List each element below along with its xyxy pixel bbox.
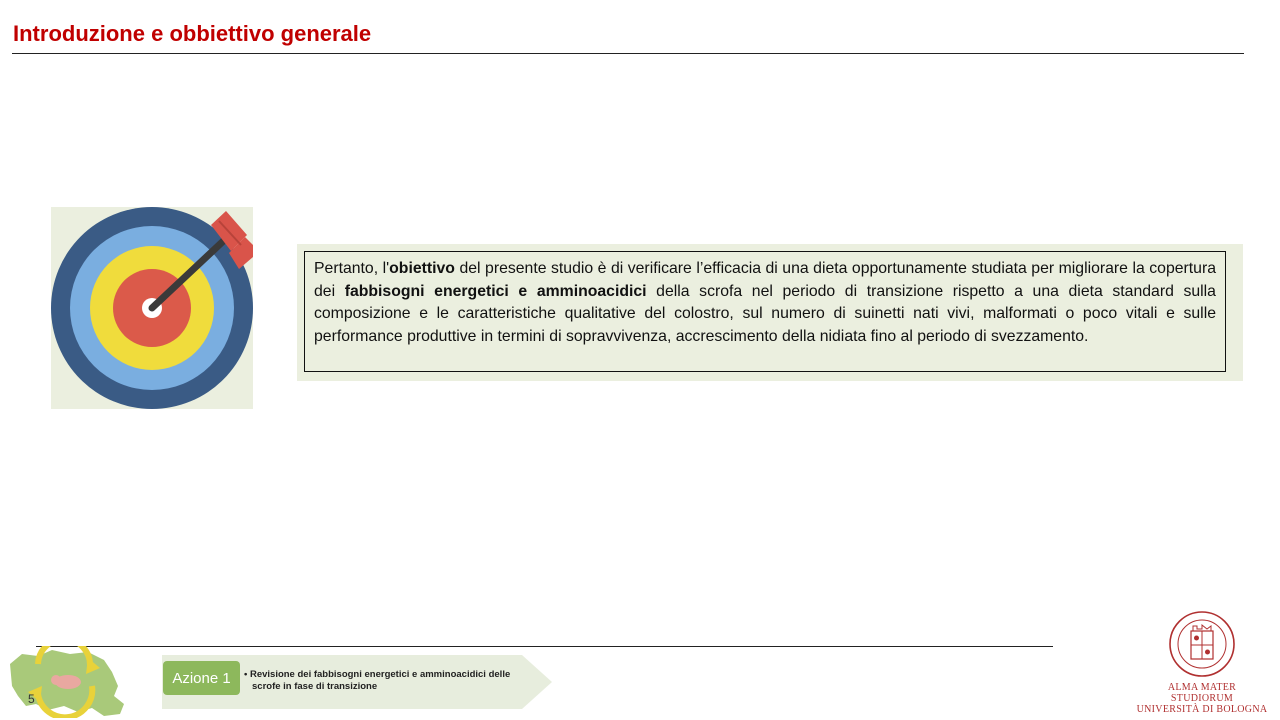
objective-text-bold: obiettivo [389, 260, 455, 277]
university-seal-icon [1167, 609, 1237, 679]
project-region-logo [8, 646, 126, 718]
university-name [1136, 682, 1268, 715]
objective-text-bold: fabbisogni energetici e amminoacidici [344, 282, 647, 300]
footer-divider [36, 646, 1053, 647]
university-name-line2: UNIVERSITÀ DI BOLOGNA [1136, 704, 1268, 715]
objective-text [304, 251, 1226, 372]
objective-text-segment: del presente studio è di verificare l’efficacia di una dieta opportunamente studiata per migliorare la copertura dei [314, 260, 1216, 300]
pig-head [51, 675, 61, 685]
university-name-line1: ALMA MATER STUDIORUM [1167, 682, 1237, 704]
slide-title: Introduzione e obbiettivo generale [13, 21, 372, 46]
action-badge: Azione 1 [163, 661, 240, 695]
objective-text-segment: della scrofa nel periodo di transizione rispetto a una dieta standard sulla composizione e le caratteristiche qualitative del colostro, sul numero di suinetti nati vivi, malformati o poco vitali e sulle performance produttive in termini di sopravvivenza, accrescimento della nidiata fino al periodo di svezzamento. [314, 282, 1216, 345]
target-icon [51, 207, 253, 409]
objective-text-segment: Pertanto, l' [314, 260, 390, 277]
title-divider [12, 53, 1244, 54]
page-number: 5 [28, 692, 35, 706]
action-description: • Revisione dei fabbisogni energetici e amminoacidici delle scrofe in fase di transizione [244, 669, 511, 692]
